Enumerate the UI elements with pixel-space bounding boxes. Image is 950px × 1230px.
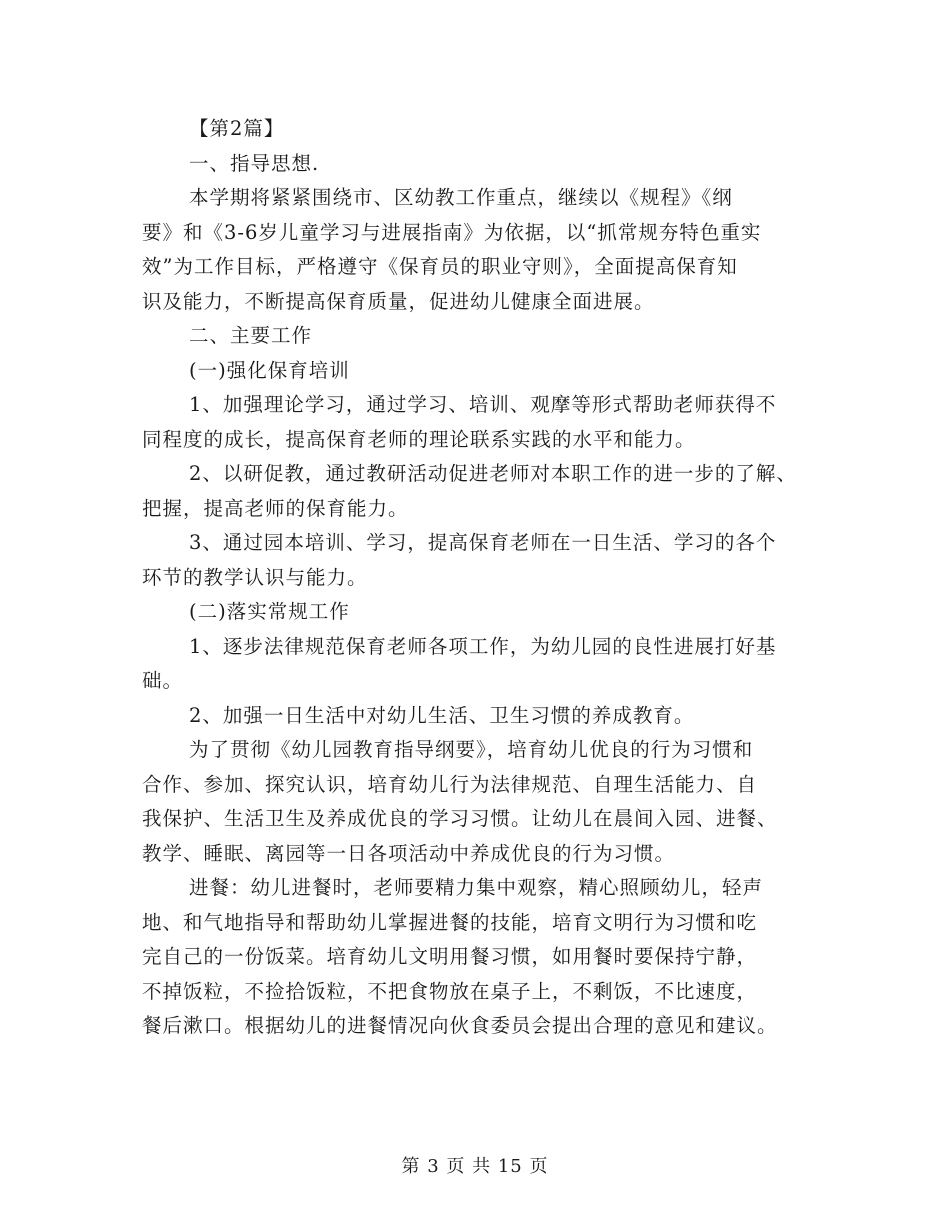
paragraph-line: 教学、睡眠、离园等一日各项活动中养成优良的行为习惯。 [142, 841, 676, 865]
paragraph-line: 环节的教学认识与能力。 [142, 565, 368, 589]
paragraph-line: 1、逐步法律规范保育老师各项工作，为幼儿园的良性进展打好基 [189, 634, 777, 658]
paragraph-line: 3、通过园本培训、学习，提高保育老师在一日生活、学习的各个 [189, 531, 777, 554]
paragraph-line: 本学期将紧紧围绕市、区幼教工作重点，继续以《规程》《纲 [189, 186, 733, 209]
paragraph-line: 完自己的一份饭菜。培育幼儿文明用餐习惯，如用餐时要保持宁静， [142, 945, 758, 968]
subheading-training: (一)强化保育培训 [189, 358, 350, 382]
section-marker: 【第2篇】 [189, 117, 285, 140]
paragraph-line: 餐后漱口。根据幼儿的进餐情况向伙食委员会提出合理的意见和建议。 [142, 1014, 778, 1037]
paragraph-line: 为了贯彻《幼儿园教育指导纲要》，培育幼儿优良的行为习惯和 [189, 738, 754, 761]
paragraph-line: 同程度的成长，提高保育老师的理论联系实践的水平和能力。 [142, 427, 696, 451]
heading-main-work: 二、主要工作 [189, 324, 313, 347]
paragraph-line: 识及能力，不断提高保育质量，促进幼儿健康全面进展。 [142, 289, 655, 313]
document-body [142, 112, 812, 1044]
heading-guiding-thought: 一、指导思想. [189, 151, 320, 175]
subheading-routine-work: (二)落实常规工作 [189, 600, 350, 623]
page-footer: 第 3 页 共 15 页 [401, 1156, 549, 1177]
paragraph-line: 地、和气地指导和帮助幼儿掌握进餐的技能，培育文明行为习惯和吃 [142, 910, 758, 934]
paragraph-line: 1、加强理论学习，通过学习、培训、观摩等形式帮助老师获得不 [189, 393, 777, 416]
paragraph-line: 2、以研促教，通过教研活动促进老师对本职工作的进一步的了解、 [189, 462, 797, 485]
paragraph-line: 合作、参加、探究认识，培育幼儿行为法律规范、自理生活能力、自 [142, 772, 758, 796]
paragraph-line: 把握，提高老师的保育能力。 [142, 496, 409, 520]
paragraph-line: 2、加强一日生活中对幼儿生活、卫生习惯的养成教育。 [189, 703, 695, 727]
paragraph-line: 础。 [142, 669, 184, 692]
paragraph-line: 进餐：幼儿进餐时，老师要精力集中观察，精心照顾幼儿，轻声 [189, 876, 764, 899]
paragraph-line: 要》和《3-6岁儿童学习与进展指南》为依据，以“抓常规夯特色重实 [142, 220, 762, 244]
paragraph-line: 效”为工作目标，严格遵守《保育员的职业守则》，全面提高保育知 [142, 255, 738, 278]
paragraph-line: 不掉饭粒，不捡拾饭粒，不把食物放在桌子上，不剩饭，不比速度， [142, 979, 758, 1003]
paragraph-line: 我保护、生活卫生及养成优良的学习习惯。让幼儿在晨间入园、进餐、 [142, 807, 778, 830]
